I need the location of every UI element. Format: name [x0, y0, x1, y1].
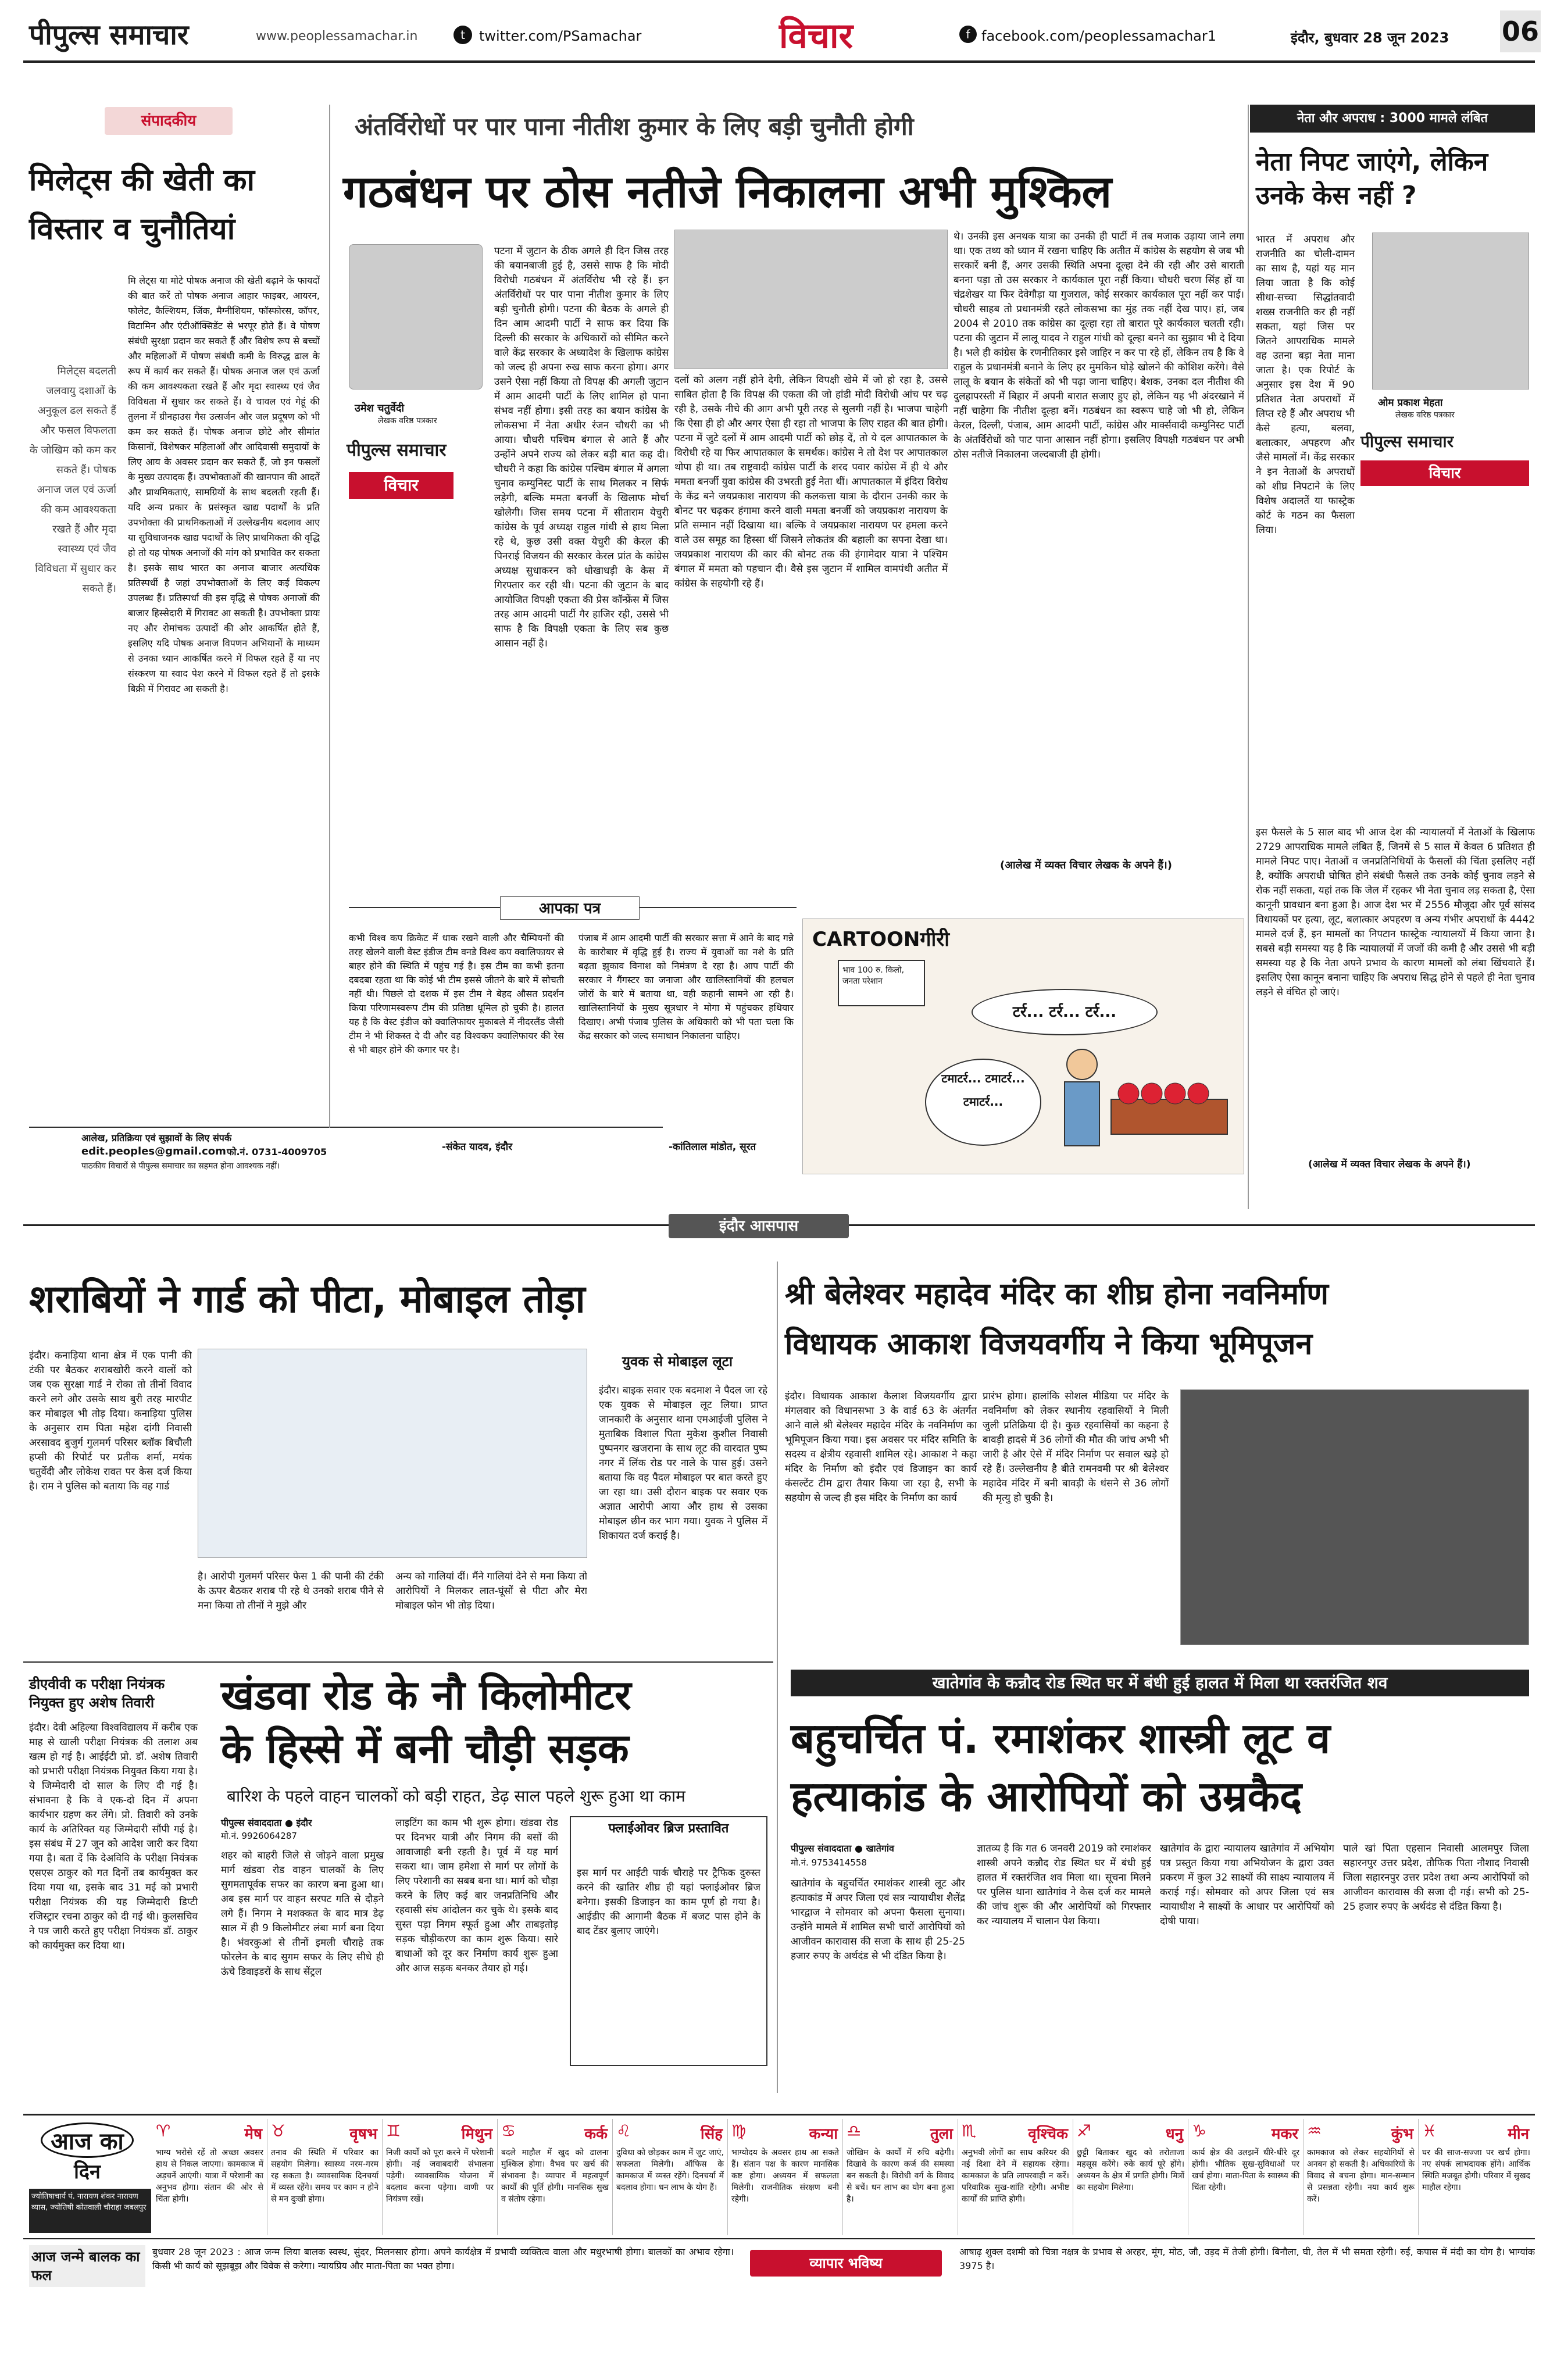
lead-kicker: अंतर्विरोधों पर पार पाना नीतीश कुमार के लिए बड़ी चुनौती होगी [355, 112, 914, 141]
column-divider [329, 105, 330, 1128]
guard-headline: शराबियों ने गार्ड को पीटा, मोबाइल तोड़ा [29, 1277, 585, 1321]
cartoon-sign: भाव 100 रु. किलो, जनता परेशान [838, 960, 925, 1006]
crime-logo: पीपुल्स समाचार [1360, 432, 1454, 451]
sign-name: तुला [930, 2125, 953, 2143]
local-band: इंदौर आसपास [669, 1214, 849, 1238]
section-rule [23, 1661, 773, 1663]
sign-name: वृषभ [349, 2125, 377, 2143]
sign-name: कन्या [809, 2125, 838, 2143]
crime-body-1: भारत में अपराध और राजनीति का चोली-दामन का साथ है, यहां यह मान लिया जाता है कि कोई सीधा-सच्चा सिद्धांतवादी शख्स राजनीति कर ही नहीं सकता, यहां जिस पर जितने आपराधिक मामले वह उतना बड़ा नेता माना जाता है। एक रिपोर्ट के अनुसार इस देश में 90 प्रतिशत नेता अपराधों में लिप्त रहे हैं और अपराध भी कैसे हत्या, बलवा, बलात्कार, अपहरण और जैसे मामलों में। केंद्र सरकार ने इन नेताओं के अपराधों को शीघ्र निपटाने के लिए विशेष अदालतें या फास्ट्रेक कोर्ट के गठन का फैसला लिया। [1256, 234, 1355, 536]
cartoon-bubble-frogs: टर्र... टर्र... टर्र... [972, 989, 1158, 1035]
tomato-icon [1188, 1083, 1209, 1104]
cart-icon [1111, 1099, 1227, 1134]
sign-name: सिंह [700, 2125, 723, 2143]
business-label: व्यापार भविष्य [750, 2250, 942, 2277]
guard-body-3: अन्य को गालियां दीं। मैंने गालियां देने से मना किया तो आरोपियों ने मिलकर लात-घूंसों से पीटा और मेरा मोबाइल फोन भी तोड़ दिया। [395, 1571, 587, 1611]
vendor-body-icon [1065, 1082, 1099, 1146]
section-title: विचार [779, 16, 854, 56]
birthday-label: आज जन्मे बालक का फल [29, 2245, 145, 2287]
twitter-link[interactable]: twitter.com/PSamachar [479, 28, 642, 44]
editorial-pullquote: मिलेट्स बदलती जलवायु दशाओं के अनुकूल ढल सकते हैं और फसल विफलता के जोखिम को कम कर सकते हैं। पोषक अनाज जल एवं ऊर्जा की कम आवश्यकता रखते हैं और मृदा स्वास्थ्य एवं जैव विविधता में सुधार कर सकते हैं। [29, 365, 116, 595]
author-photo [349, 244, 483, 389]
letter-2: पंजाब में आम आदमी पार्टी की सरकार सत्ता में आने के बाद गन्ने के कारोबार में वृद्धि हुई है। राज्य में युवाओं का नशे के प्रति बढ़ता झुकाव विनाश को निमंत्रण दे रहा है। आप पार्टी की सरकार ने गैंगस्टर का जनाजा और खालिस्तानियों की हलचल जोरों के बारे में बताया था, वही कहानी सामने आ रही है। खालिस्तानियों के मुख्य सूत्रधार ने मोगा में पहुंचकर हथियार दिखाए। अभी पंजाब पुलिस के अधिकारी को भी पता चला कि केंद्र सरकार को जल्द समाधान निकालना चाहिए। [578, 932, 794, 1041]
sagittarius-icon: ♐ [1077, 2121, 1092, 2140]
sign-text: घर की साज-सज्जा पर खर्च होगा। नए संपर्क लाभदायक होंगे। आर्थिक स्थिति मजबूत होगी। परिवार में सुखद माहौल रहेगा। [1422, 2148, 1530, 2192]
crime-label: विचार [1360, 460, 1529, 486]
cartoon-drawing [1047, 1035, 1233, 1169]
virgo-icon: ♍ [731, 2121, 747, 2140]
temple-headline-2: विधायक आकाश विजयवर्गीय ने किया भूमिपूजन [785, 1327, 1313, 1361]
murder-headline-2: हत्याकांड के आरोपियों को उम्रकैद [791, 1772, 1302, 1821]
road-subheadline: बारिश के पहले वाहन चालकों को बड़ी राहत, डेढ़ साल पहले शुरू हुआ था काम [227, 1786, 685, 1806]
guard-body: इंदौर। कनाड़िया थाना क्षेत्र में एक पानी की टंकी पर बैठकर शराबखोरी करने वालों को जब एक सुरक्षा गार्ड ने रोका तो तीनों विवाद करने लगे और उसके साथ बुरी तरह मारपीट कर मोबाइल भी तोड़ दिया। कनाड़िया पुलिस के अनुसार राम पिता महेश दांगी निवासी अरसावद बुजुर्ग गुलमर्ग परिसर ब्लॉक बिचौली हप्सी की रिपोर्ट पर प्रतीक शर्मा, मयंक चतुर्वेदी और लोकेश रावत पर केस दर्ज किया है। राम ने पुलिस को बताया कि वह गार्ड [29, 1350, 192, 1492]
sign-text: कार्य क्षेत्र की उलझनें धीरे-धीरे दूर होंगी। भौतिक सुख-सुविधाओं पर खर्च होगा। माता-पिता के स्वास्थ्य की चिंता रहेगी। [1192, 2148, 1299, 2192]
bottom-rule [23, 2238, 1535, 2239]
aries-icon: ♈ [156, 2121, 171, 2140]
lead-headline: गठबंधन पर ठोस नतीजे निकालना अभी मुश्किल [343, 166, 1112, 217]
letter-2-sign: -कांतिलाल मांडोत, सूरत [669, 1141, 756, 1153]
road-col-2: लाइटिंग का काम भी शुरू होगा। खंडवा रोड पर दिनभर यात्री और निगम की बसों की आवाजाही बनी रहती है। पूर्व में यह मार्ग सकरा था। जाम हमेशा से मार्ग पर लोगों के लिए परेशानी का सबब बना था। मार्ग को चौड़ा करने के लिए कई बार जनप्रतिनिधि और रहवासी संघ आंदोलन कर चुके थे। इसके बाद सुस्त पड़ा निगम स्फूर्त हुआ और ताबड़तोड़ सड़क चौड़ीकरण का काम शुरू किया। सारे बाधाओं को दूर कर निर्माण कार्य शुरू हुआ और आज सड़क बनकर तैयार हो गई। [395, 1817, 558, 1974]
crime-body-2: इस फैसले के 5 साल बाद भी आज देश की न्यायालयों में नेताओं के खिलाफ 2729 आपराधिक मामले लंबित हैं, जिनमें से 5 साल में केवल 6 प्रतिशत ही मामले निपट पाए। नेताओं व जनप्रतिनिधियों के फैसलों की चिंता इसलिए नहीं है, क्योंकि अपराधी घोषित होने संबंधी फैसले तक उनके कोई चुनाव लड़ने से रोक नहीं सकता, यहां तक कि जेल में रहकर भी नेता चुनाव लड़ सकता है, ऐसा कानूनी प्रावधान बना हुआ है। आज देश भर में 2556 मौजूदा और पूर्व सांसद विधायकों पर हत्या, लूट, बलात्कार अपहरण व अन्य गंभीर अपराधों के 4442 मामले दर्ज हैं, इन मामलों का निपटान फास्ट्रेक न्यायालयों में किया जाना है। सबसे बड़ी समस्या यह है कि न्यायालयों में जजों की कमी है और उससे भी बड़ी समस्या यह है कि नेता अपने प्रभाव के कारण मामलों को लंबा खिंचवाते हैं। इसलिए ऐसा कानून बनाना चाहिए कि अपराध सिद्ध होने से पहले ही नेता चुनाव लड़ने से वंचित हो जाएं। [1256, 827, 1535, 998]
lead-col-intro: पटना में जुटान के ठीक अगले ही दिन जिस तरह की बयानबाजी हुई है, उससे साफ है कि मोदी विरोधी गठबंधन में अंतर्विरोध भी रहे हैं। इन अंतर्विरोधों पर पार पाना नीतीश कुमार के लिए बड़ी चुनौती होगी। पटना की बैठक के अगले ही दिन आम आदमी पार्टी ने साफ कर दिया कि दिल्ली की सरकार के अधिकारों को सीमित करने वाले केंद्र सरकार के अध्यादेश के खिलाफ कांग्रेस को जल्द ही अपना रुख साफ करना होगा। अगर उसने ऐसा नहीं किया तो विपक्ष की अगली जुटान में आम आदमी पार्टी के लिए शामिल हो पाना संभव नहीं होगा। इसी तरह का बयान कांग्रेस के लोकसभा में नेता अधीर रंजन चौधरी का भी आया। चौधरी पश्चिम बंगाल से आते हैं और उन्होंने अपने राज्य को लेकर बड़ी बात कह दी। चौधरी ने कहा कि कांग्रेस पश्चिम बंगाल में अगला चुनाव कम्युनिस्ट पार्टी के साथ मिलकर न सिर्फ लड़ेगी, बल्कि ममता बनर्जी के खिलाफ मोर्चा खोलेगी। जिस समय पटना में सीताराम येचुरी कांग्रेस के पूर्व अध्यक्ष राहुल गांधी से हाथ मिला रहे थे, कुछ उसी वक्त येचुरी की केरल की पिनराई विजयन की सरकार केरल प्रांत के कांग्रेस अध्यक्ष सुधाकरन को धोखाधड़ी के केस में गिरफ्तार कर रही थी। पटना की जुटान के बाद आयोजित विपक्षी एकता की प्रेस कॉन्फ्रेंस में जिस तरह आम आदमी पार्टी गैर हाजिर रही, उससे भी साफ है कि विपक्षी एकता के लिए सब कुछ आसान नहीं है। [494, 245, 669, 649]
footer-email[interactable]: edit.peoples@gmail.com [81, 1145, 226, 1157]
scorpio-icon: ♏ [962, 2121, 977, 2140]
tomato-icon [1141, 1083, 1162, 1104]
road-headline-2: के हिस्से में बनी चौड़ी सड़क [221, 1725, 629, 1773]
sign-text: बदले माहौल में खुद को ढालना मुश्किल होगा। वैभव पर खर्च की संभावना है। व्यापार में महत्वपूर्ण कार्यों की पूर्ति होगी। मानसिक सुख व संतोष रहेगा। [501, 2148, 609, 2204]
sign-name: मकर [1271, 2125, 1298, 2143]
website-link[interactable]: www.peoplessamachar.in [256, 29, 418, 44]
sign-text: निजी कार्यों को पूरा करने में परेशानी होगी। नई जवाबदारी संभालना पड़ेगी। व्यावसायिक योजना में बदलाव करना पड़ेगा। वाणी पर नियंत्रण रखें। [386, 2148, 494, 2204]
murder-headline-1: बहुचर्चित पं. रमाशंकर शास्त्री लूट व [791, 1714, 1331, 1763]
sign-pisces [1419, 2119, 1534, 2235]
libra-icon: ♎ [847, 2121, 862, 2140]
column-divider [1248, 105, 1249, 1209]
murder-col-1: खातेगांव के बहुचर्चित रमाशंकर शास्त्री लूट और हत्याकांड में अपर जिला एवं सत्र न्यायाधीश शैलेंद्र भारद्वाज ने सोमवार को अपना फैसला सुनाया। उन्होंने मामले में शामिल सभी चारों आरोपियों को आजीवन कारावास की सजा के साथ ही 25-25 हजार रुपए के अर्थदंड से भी दंडित किया है। [791, 1878, 965, 1962]
temple-col-2: प्रारंभ होगा। हालांकि सोशल मीडिया पर मंदिर के नवनिर्माण को लेकर स्थानीय रहवासियों ने मिली जुली प्रतिक्रिया दी है। कुछ रहवासियों का कहना है बावड़ी हादसे में 36 लोगों की मौत की जांच अभी भी जारी है और ऐसे में मंदिर निर्माण पर सवाल खड़े हो रहे हैं। उल्लेखनीय है बीते रामनवमी पर श्री बेलेश्वर महादेव मंदिर में बनी बावड़ी के धंसने से 36 लोगों की मृत्यु हो चुकी है। [983, 1391, 1169, 1504]
leo-icon: ♌ [616, 2121, 631, 2140]
road-phone: मो.नं. 9926064287 [221, 1831, 297, 1841]
column-divider [777, 1262, 778, 2093]
letter-1: कभी विश्व कप क्रिकेट में धाक रखने वाली और चैम्पियनों की तरह खेलने वाली वेस्ट इंडीज टीम वनडे विश्व कप क्वालिफायर से बाहर होने की स्थिति में पहुंच गई है। इस टीम का कभी इतना दबदबा रहता था कि कोई भी टीम इससे जीतने के बारे में सोचती नहीं थी। पिछले दो दशक में इस टीम ने बेहद औसत प्रदर्शन किया परिणामस्वरूप टीम की प्रतिष्ठा धूमिल हो चुकी है। हालत यह है कि वेस्ट इंडीज को क्वालिफायर मुकाबले में नीदरलैंड जैसी टीम ने भी शिकस्त दे दी और वह विश्वकप क्वालिफायर की रेस से भी बाहर होने की कगार पर है। [349, 932, 564, 1055]
facebook-link[interactable]: facebook.com/peoplessamachar1 [981, 28, 1216, 44]
crime-disclaimer: (आलेख में व्यक्त विचार लेखक के अपने हैं।) [1308, 1159, 1471, 1170]
lead-disclaimer: (आलेख में व्यक्त विचार लेखक के अपने हैं।) [1000, 859, 1172, 871]
sign-gemini [383, 2119, 498, 2235]
temple-headline-1: श्री बेलेश्वर महादेव मंदिर का शीघ्र होना नवनिर्माण [785, 1277, 1329, 1311]
sign-scorpio [958, 2119, 1073, 2235]
road-col-1: शहर को बाहरी जिले से जोड़ने वाला प्रमुख मार्ग खंडवा रोड वाहन चालकों के लिए सुगमतापूर्वक सफर का कारण बना हुआ था। अब इस मार्ग पर वाहन सरपट गति से दौड़ने लगे हैं। निगम ने मशक्कत के बाद मात्र डेढ़ साल में ही 9 किलोमीटर लंबा मार्ग बना दिया है। भंवरकुआं से तीनों इमली चौराहे तक फोरलेन के बाद सुगम सफर के लिए सीधे ही ऊंचे डिवाइडरों के साथ सेंट्रल [221, 1850, 384, 1978]
sign-text: भाग्योदय के अवसर हाथ आ सकते हैं। संतान पक्ष के कारण मानसिक कष्ट होगा। अध्ययन में सफलता मिलेगी। राजनीतिक संरक्षण बनी रहेगी। [731, 2148, 839, 2204]
birthday-text: बुधवार 28 जून 2023 : आज जन्म लिया बालक स्वस्थ, सुंदर, मिलनसार होगा। अपने कार्यक्षेत्र में प्रभावी व्यक्तित्व वाला और मधुरभाषी होगा। बालकों का अभाव रहेगा। किसी भी कार्य को सूझबूझ और विवेक से करेगा। न्यायप्रिय और माता-पिता का भक्त होगा। [152, 2246, 734, 2271]
tomato-icon [1118, 1083, 1139, 1104]
editorial-body: मि लेट्स या मोटे पोषक अनाज की खेती बढ़ाने के फायदों की बात करें तो पोषक अनाज आहार फाइबर, आयरन, फोलेट, कैल्शियम, जिंक, मैग्नीशियम, फॉस्फोरस, कॉपर, विटामिन और एंटीऑक्सिडेंट से भरपूर होते हैं। वे पोषण संबंधी सुरक्षा प्रदान कर सकते हैं और विशेष रूप से बच्चों और महिलाओं में पोषण संबंधी कमी के विरुद्ध ढाल के रूप में कार्य कर सकते हैं। पोषक अनाज जल एवं ऊर्जा की कम आवश्यकता रखते हैं और मृदा स्वास्थ्य एवं जैव विविधता में सुधार कर सकते हैं। वे चावल एवं गेहूं की तुलना में ग्रीनहाउस गैस उत्सर्जन और जल प्रदूषण को भी कम कर सकते हैं। पोषक अनाज छोटे और सीमांत किसानों, विशेषकर महिलाओं और आदिवासी समुदायों के लिए आय के अवसर प्रदान कर सकते हैं, जो इन फसलों के मुख्य उत्पादक हैं। उपभोक्ताओं की खानपान की आदतें और प्राथमिकताएं, सामग्रियों के साथ बदलती रहती हैं। यदि अन्य प्रकार के प्रसंस्कृत खाद्य पदार्थों के प्रति उपभोक्ता की प्राथमिकताओं में उल्लेखनीय बदलाव आए या सुविधाजनक खाद्य पदार्थों के लिए प्राथमिकता की वृद्धि हो तो यह पोषक अनाजों की मांग को प्रभावित कर सकता है। इसके साथ भारत का अनाज बाजार अत्यधिक प्रतिस्पर्धी है जहां उपभोक्ताओं के लिए कई विकल्प उपलब्ध हैं। प्रतिस्पर्धा की इस वृद्धि से पोषक अनाजों की बाजार हिस्सेदारी में गिरावट आ सकती है। उपभोक्ता प्रायः नए और रोमांचक उत्पादों की ओर आकर्षित होते हैं, इसलिए यदि पोषक अनाज विपणन अभियानों के माध्यम से उनका ध्यान आकर्षित करने में विफल रहते हैं या नए संस्करण या स्वाद पेश करने में विफल रहते हैं तो इसके बिक्री में गिरावट आ सकती है। [128, 275, 320, 694]
crime-author-photo [1372, 233, 1529, 389]
sign-text: तनाव की स्थिति में परिवार का सहयोग मिलेगा। स्वास्थ्य नरम-गरम रह सकता है। व्यावसायिक दिनचर्या में व्यस्त रहेंगे। समय पर काम न होने से मन दुःखी होगा। [271, 2148, 378, 2204]
masthead [23, 8, 1541, 59]
tomato-icon [1165, 1083, 1185, 1104]
temple-col-1: इंदौर। विधायक आकाश कैलाश विजयवर्गीय द्वारा मंगलवार को विधानसभा 3 के वार्ड 63 के अंतर्गत आने वाले श्री बेलेश्वर महादेव मंदिर के नवनिर्माण का भूमिपूजन किया गया। इस अवसर पर मंदिर समिति के सदस्य व क्षेत्रीय रहवासी शामिल रहे। आकाश ने कहा मंदिर के निर्माण को इंदौर एवं डिजाइन का कार्य कंसल्टेंट टीम द्वारा तैयार किया जा रहा है, सभी के सहयोग से जल्द ही इस मंदिर के निर्माण का कार्य [785, 1391, 977, 1504]
lead-logo: पीपुल्स समाचार [347, 440, 447, 460]
taurus-icon: ♉ [271, 2121, 286, 2140]
twitter-icon: t [453, 26, 472, 44]
rashifal-label-bottom: दिन [74, 2160, 101, 2184]
sign-virgo [728, 2119, 843, 2235]
sign-aquarius [1304, 2119, 1419, 2235]
cartoon-panel [802, 919, 1244, 1174]
letter-1-sign: -संकेत यादव, इंदौर [442, 1141, 513, 1153]
temple-photo [1180, 1389, 1529, 1645]
sign-aries [152, 2119, 267, 2235]
guard-body-2: है। आरोपी गुलमर्ग परिसर फेस 1 की पानी की टंकी के ऊपर बैठकर शराब पी रहे थे उनको शराब पीने से मना किया तो तीनों ने मुझे और [198, 1571, 384, 1611]
lead-col-right: थे। उनकी इस अनथक यात्रा का उनकी ही पार्टी में तब मजाक उड़ाया जाने लगा था। एक तथ्य को ध्यान में रखना चाहिए कि अतीत में कांग्रेस के सहयोग से जब भी सरकारें बनी हैं, अगर उसकी स्थिति अपना दूल्हा देने की रही और उसे बाराती बनना पड़ा तो उस सरकार ने कार्यकाल पूरा नहीं किया। चौधरी चरण सिंह हों या चंद्रशेखर या फिर देवेगौड़ा या गुजराल, कोई सरकार कार्यकाल पूरा नहीं कर पाई। चौधरी साहब तो प्रधानमंत्री रहते लोकसभा का मुंह तक नहीं देख पाए। हां, जब 2004 से 2010 तक कांग्रेस का दूल्हा रहा तो बारात पूरे कार्यकाल चलती रही। पटना की जुटान में लालू यादव ने राहुल गांधी को दूल्हा बनने का सुझाव भी दे दिया है। भले ही कांग्रेस के रणनीतिकार इसे जाहिर न कर पा रहे हों, लेकिन तय है कि वे राहुल के प्रधानमंत्री बनाने के लिए हर मुमकिन घोड़े खोलने की कोशिश करेंगे। वैसे लालू के बयान के संकेतों को भी पढ़ा जाना चाहिए। बेशक, उनका दल नीतीश की दुलहापरस्ती में बिहार में अपनी बारात सजाए हुए हो, लेकिन यह भी अंदरखाने में नहीं चाहेगा कि नीतीश दूल्हा बनें। गठबंधन का स्वरूप चाहे जो भी हो, लेकिन केरल, दिल्ली, पंजाब, आम आदमी पार्टी, कांग्रेस और मार्क्सवादी कम्युनिस्ट पार्टी के अंतर्विरोधों को पाट पाना आसान नहीं होगा। इसलिए विपक्षी गठबंधन पर अभी ठोस नतीजे निकालना जल्दबाजी ही होगी। [954, 231, 1244, 460]
davv-body: इंदौर। देवी अहिल्या विश्वविद्यालय में करीब एक माह से खाली परीक्षा नियंत्रक की तलाश अब खत्म हो गई है। आईईटी प्रो. डॉ. अशेष तिवारी को प्रभारी परीक्षा नियंत्रक नियुक्त किया गया है। ये जिम्मेदारी दो साल के लिए दी गई है। संभावना है कि वे एक-दो दिन में अपना कार्यभार ग्रहण कर लेंगे। प्रो. तिवारी को उनके कार्य के अतिरिक्त यह जिम्मेदारी सौंपी गई है। इस संबंध में 27 जून को आदेश जारी कर दिया गया है। बता दें कि देअविवि के परीक्षा नियंत्रक एसएस ठाकुर को गत दिनों तब कार्यमुक्त कर दिया गया था, इसके बाद 31 मई को प्रभारी परीक्षा नियंत्रक की यह जिम्मेदारी डिप्टी रजिस्ट्रार रचना ठाकुर को दी गई थी। कुलसचिव ने पत्र जारी करते हुए परीक्षा नियंत्रक डॉ. ठाकुर को कार्यमुक्त कर दिया था। [29, 1722, 198, 1952]
sign-name: मीन [1508, 2125, 1529, 2143]
sign-name: वृश्चिक [1028, 2125, 1068, 2143]
murder-col-4: पाले खां पिता एहसान निवासी आलमपुर जिला सहारनपुर उत्तर प्रदेश, तौफिक पिता नौशाद निवासी जिला सहारनपुर उत्तर प्रदेश तथा अन्य आरोपियों को आजीवन कारावास की सजा दी गई। सभी को 25-25 हजार रुपए के अर्थदंड से दंडित किया है। [1343, 1843, 1529, 1913]
letters-heading: आपका पत्र [500, 896, 640, 920]
sign-name: कर्क [584, 2125, 608, 2143]
sign-text: भाग्य भरोसे रहें तो अच्छा अवसर हाथ से निकल जाएगा। कामकाज में अड़चनें आएंगी। यात्रा में परेशानी का अनुभव होगा। संतान की ओर से चिंता होगी। [156, 2148, 263, 2204]
sign-text: कामकाज को लेकर सहयोगियों से अनबन हो सकती है। अधिकारियों के विवाद से बचना होगा। मान-सम्मान से प्रसन्नता रहेगी। नया कार्य शुरू करें। [1307, 2148, 1415, 2204]
sign-text: दुविधा को छोड़कर काम में जुट जाएं, सफलता मिलेगी। ऑफिस के कामकाज में व्यस्त रहेंगे। दिनचर्या में बदलाव होगा। धन लाभ के योग हैं। [616, 2148, 724, 2192]
murder-col-3: खातेगांव के द्वारा न्यायालय खातेगांव में अभियोग पत्र प्रस्तुत किया गया अभियोजन के द्वारा उक्त प्रकरण में कुल 32 साक्ष्यों की साक्ष्य न्यायालय में कराई गई। सोमवार को अपर जिला एवं सत्र न्यायाधीश ने साक्ष्यों के आधार पर आरोपियों को दोषी पाया। [1160, 1843, 1334, 1927]
crime-headline: नेता निपट जाएंगे, लेकिन उनके केस नहीं ? [1256, 147, 1488, 210]
page-number: 06 [1500, 10, 1541, 52]
lead-tag: विचार [349, 472, 453, 499]
road-headline-1: खंडवा रोड के नौ किलोमीटर [221, 1671, 631, 1719]
paper-logo: पीपुल्स समाचार [29, 19, 189, 51]
sign-libra [843, 2119, 958, 2235]
cartoon-bubble-vendor: टमाटर्र... टमाटर्र... टमाटर्र... [925, 1059, 1041, 1146]
pisces-icon: ♓ [1422, 2121, 1437, 2140]
rashifal-pandit: ज्योतिषाचार्य पं. नारायण शंकर नारायण व्यास, ज्योतिषी कोतवाली चौराहा जबलपुर [29, 2189, 151, 2233]
sign-text: छुट्टी बिताकर खुद को तरोताजा महसूस करेंगे। रुके कार्य पूरे होंगे। अध्ययन के क्षेत्र में प्रगति होगी। मित्रों का सहयोग मिलेगा। [1077, 2148, 1184, 2192]
murder-byline: पीपुल्स संवाददाता ● खातेगांव [791, 1843, 894, 1854]
davv-headline-2: नियुक्त हुए अशेष तिवारी [29, 1695, 155, 1711]
dateline: इंदौर, बुधवार 28 जून 2023 [1291, 30, 1449, 46]
rashifal-label [23, 2119, 151, 2235]
crime-tag: नेता और अपराध : 3000 मामले लंबित [1250, 105, 1535, 133]
cartoon-title: CARTOONगीरी [812, 928, 950, 951]
flyover-box [570, 1816, 767, 2066]
lead-photo [674, 230, 948, 369]
sign-name: मिथुन [461, 2125, 492, 2143]
crime-author-name: ओम प्रकाश मेहता [1378, 397, 1443, 409]
letters-box [349, 900, 797, 1174]
snatch-body: इंदौर। बाइक सवार एक बदमाश ने पैदल जा रहे एक युवक से मोबाइल लूट लिया। प्राप्त जानकारी के अनुसार थाना एमआईजी पुलिस ने मुताबिक विशाल पिता मुकेश कुशील निवासी पुष्पनगर खजराना के साथ लूट की वारदात पुष्प नगर में लिंक रोड पर नाले के पास हुई। उसने बताया कि वह पैदल मोबाइल पर बात करते हुए जा रहा था। उसी दौरान बाइक पर सवार एक अज्ञात आरोपी आया और हाथ से उसका मोबाइल छीन कर भाग गया। युवक ने पुलिस में शिकायत दर्ज कराई है। [599, 1385, 767, 1542]
business-text: आषाढ़ शुक्ल दशमी को चित्रा नक्षत्र के प्रभाव से अरहर, मूंग, मोठ, जौ, उड़द में तेजी होगी। बिनौला, घी, तेल में भी समता रहेगी। रुई, कपास में मंदी का योग है। भाग्यांक 3975 है। [959, 2246, 1535, 2271]
sign-leo [613, 2119, 728, 2235]
editorial-headline: मिलेट्स की खेती का विस्तार व चुनौतियां [29, 163, 255, 246]
flyover-body: इस मार्ग पर आईटी पार्क चौराहे पर ट्रैफिक दुरुस्त करने की खातिर शीघ्र ही यहां फ्लाईओवर ब्रिज बनेगा। इसकी डिजाइन का काम पूर्ण हो गया है। आईडीए की आगामी बैठक में बजट पास होने के बाद टेंडर बुलाए जाएंगे। [577, 1867, 760, 1937]
aquarius-icon: ♒ [1307, 2121, 1322, 2140]
footer-contact-label: आलेख, प्रतिक्रिया एवं सुझावों के लिए संपर्क [81, 1132, 232, 1143]
murder-col-2: ज्ञातव्य है कि गत 6 जनवरी 2019 को रमाशंकर शास्त्री अपने कन्नौद रोड स्थित घर में बंधी हुई हालत में रक्तरंजित शव मिला था। सूचना मिलने पर पुलिस थाना खातेगांव ने केस दर्ज कर मामले की जांच शुरू की और आरोपियों को गिरफ्तार कर न्यायालय में चालान पेश किया। [977, 1843, 1151, 1927]
sign-capricorn [1188, 2119, 1304, 2235]
sign-sagittarius [1073, 2119, 1188, 2235]
sign-cancer [498, 2119, 613, 2235]
gemini-icon: ♊ [386, 2121, 401, 2140]
rashifal-rule [23, 2114, 1535, 2115]
flyover-title: फ्लाईओवर ब्रिज प्रस्तावित [608, 1821, 729, 1836]
road-byline: पीपुल्स संवाददाता ● इंदौर [221, 1817, 312, 1828]
murder-kicker: खातेगांव के कन्नौद रोड स्थित घर में बंधी हुई हालत में मिला था रक्तरंजित शव [791, 1670, 1529, 1696]
author-name: उमेश चतुर्वेदी [355, 402, 405, 414]
sign-text: जोखिम के कार्यों में रुचि बढ़ेगी। दिखावे के कारण कर्ज की समस्या बन सकती है। विरोधी वर्ग के विवाद से बचें। धन लाभ का योग बना हुआ है। [847, 2148, 954, 2204]
rashifal-label-top: आज का [41, 2122, 134, 2158]
crime-author-role: लेखक वरिष्ठ पत्रकार [1395, 410, 1455, 420]
editorial-column [23, 105, 326, 1173]
sign-text: अनुभवी लोगों का साथ करियर की नई दिशा देने में सहायक रहेगा। कामकाज के प्रति लापरवाही न करें। परिवारिक सुख-शांति रहेगी। अभीष्ट कार्यों की प्राप्ति होगी। [962, 2148, 1069, 2204]
vendor-icon [1067, 1049, 1097, 1080]
editorial-label: संपादकीय [105, 107, 233, 135]
lead-col-middle: दलों को अलग नहीं होने देगी, लेकिन विपक्षी खेमे में जो हो रहा है, उससे साबित होता है कि विपक्ष की एकता की जो हांडी मोदी विरोधी आंच पर चढ़ रही है, उसके नीचे की आग अभी पूरी तरह से सुलगी नहीं है। भाजपा चाहेगी कि ऐसा ही हो और अगर ऐसा ही रहा तो भाजपा के लिए राहत की बात होगी। पटना में जुटे दलों में आम आदमी पार्टी को छोड़ दें, तो ये दल आपातकाल के विरोधी रहे या फिर आपातकाल के समर्थक। कांग्रेस ने तो देश पर आपातकाल थोपा ही था। तब राष्ट्रवादी कांग्रेस पार्टी के शरद पवार कांग्रेस में ही थे और ममता बनर्जी युवा कांग्रेस की उभरती हुई नेता थीं। आपातकाल में इंदिरा विरोध के केंद्र बने जयप्रकाश नारायण की कलकत्ता यात्रा के दौरान उनकी कार के बोनट पर चढ़कर हंगामा करने वाली ममता बनर्जी को जयप्रकाश नारायण के प्रति सम्मान नहीं दिखाया था। बल्कि वे जयप्रकाश नारायण पर हमला करने वाले उस समूह का हिस्सा थीं जिसने लोकतंत्र की बहाली का सपना देखा था। जयप्रकाश नारायण की कार की बोनट तक की हंगामेदार यात्रा ने पश्चिम बंगाल में ममता को पहचान दी। वैसे इस जुटान में शामिल वामपंथी अतीत में कांग्रेस के सहयोगी रहे हैं। [674, 374, 948, 589]
header-rule [23, 60, 1535, 63]
capricorn-icon: ♑ [1192, 2121, 1207, 2140]
facebook-icon: f [959, 26, 977, 43]
sign-name: धनु [1165, 2125, 1183, 2143]
sign-name: मेष [244, 2125, 262, 2143]
snatch-headline: युवक से मोबाइल लूटा [622, 1353, 733, 1370]
guard-illustration [198, 1349, 587, 1558]
sign-taurus [267, 2119, 383, 2235]
sign-name: कुंभ [1391, 2125, 1413, 2143]
cancer-icon: ♋ [501, 2121, 516, 2140]
murder-phone: मो.नं. 9753414558 [791, 1857, 867, 1868]
davv-headline-1: डीएवीवी क परीक्षा नियंत्रक [29, 1676, 165, 1692]
author-role: लेखक वरिष्ठ पत्रकार [378, 416, 437, 426]
footer-disclaimer: पाठकीय विचारों से पीपुल्स समाचार का सहमत होना आवश्यक नहीं। [81, 1162, 280, 1171]
footer-phone: फो.नं. 0731-4009705 [227, 1146, 327, 1157]
